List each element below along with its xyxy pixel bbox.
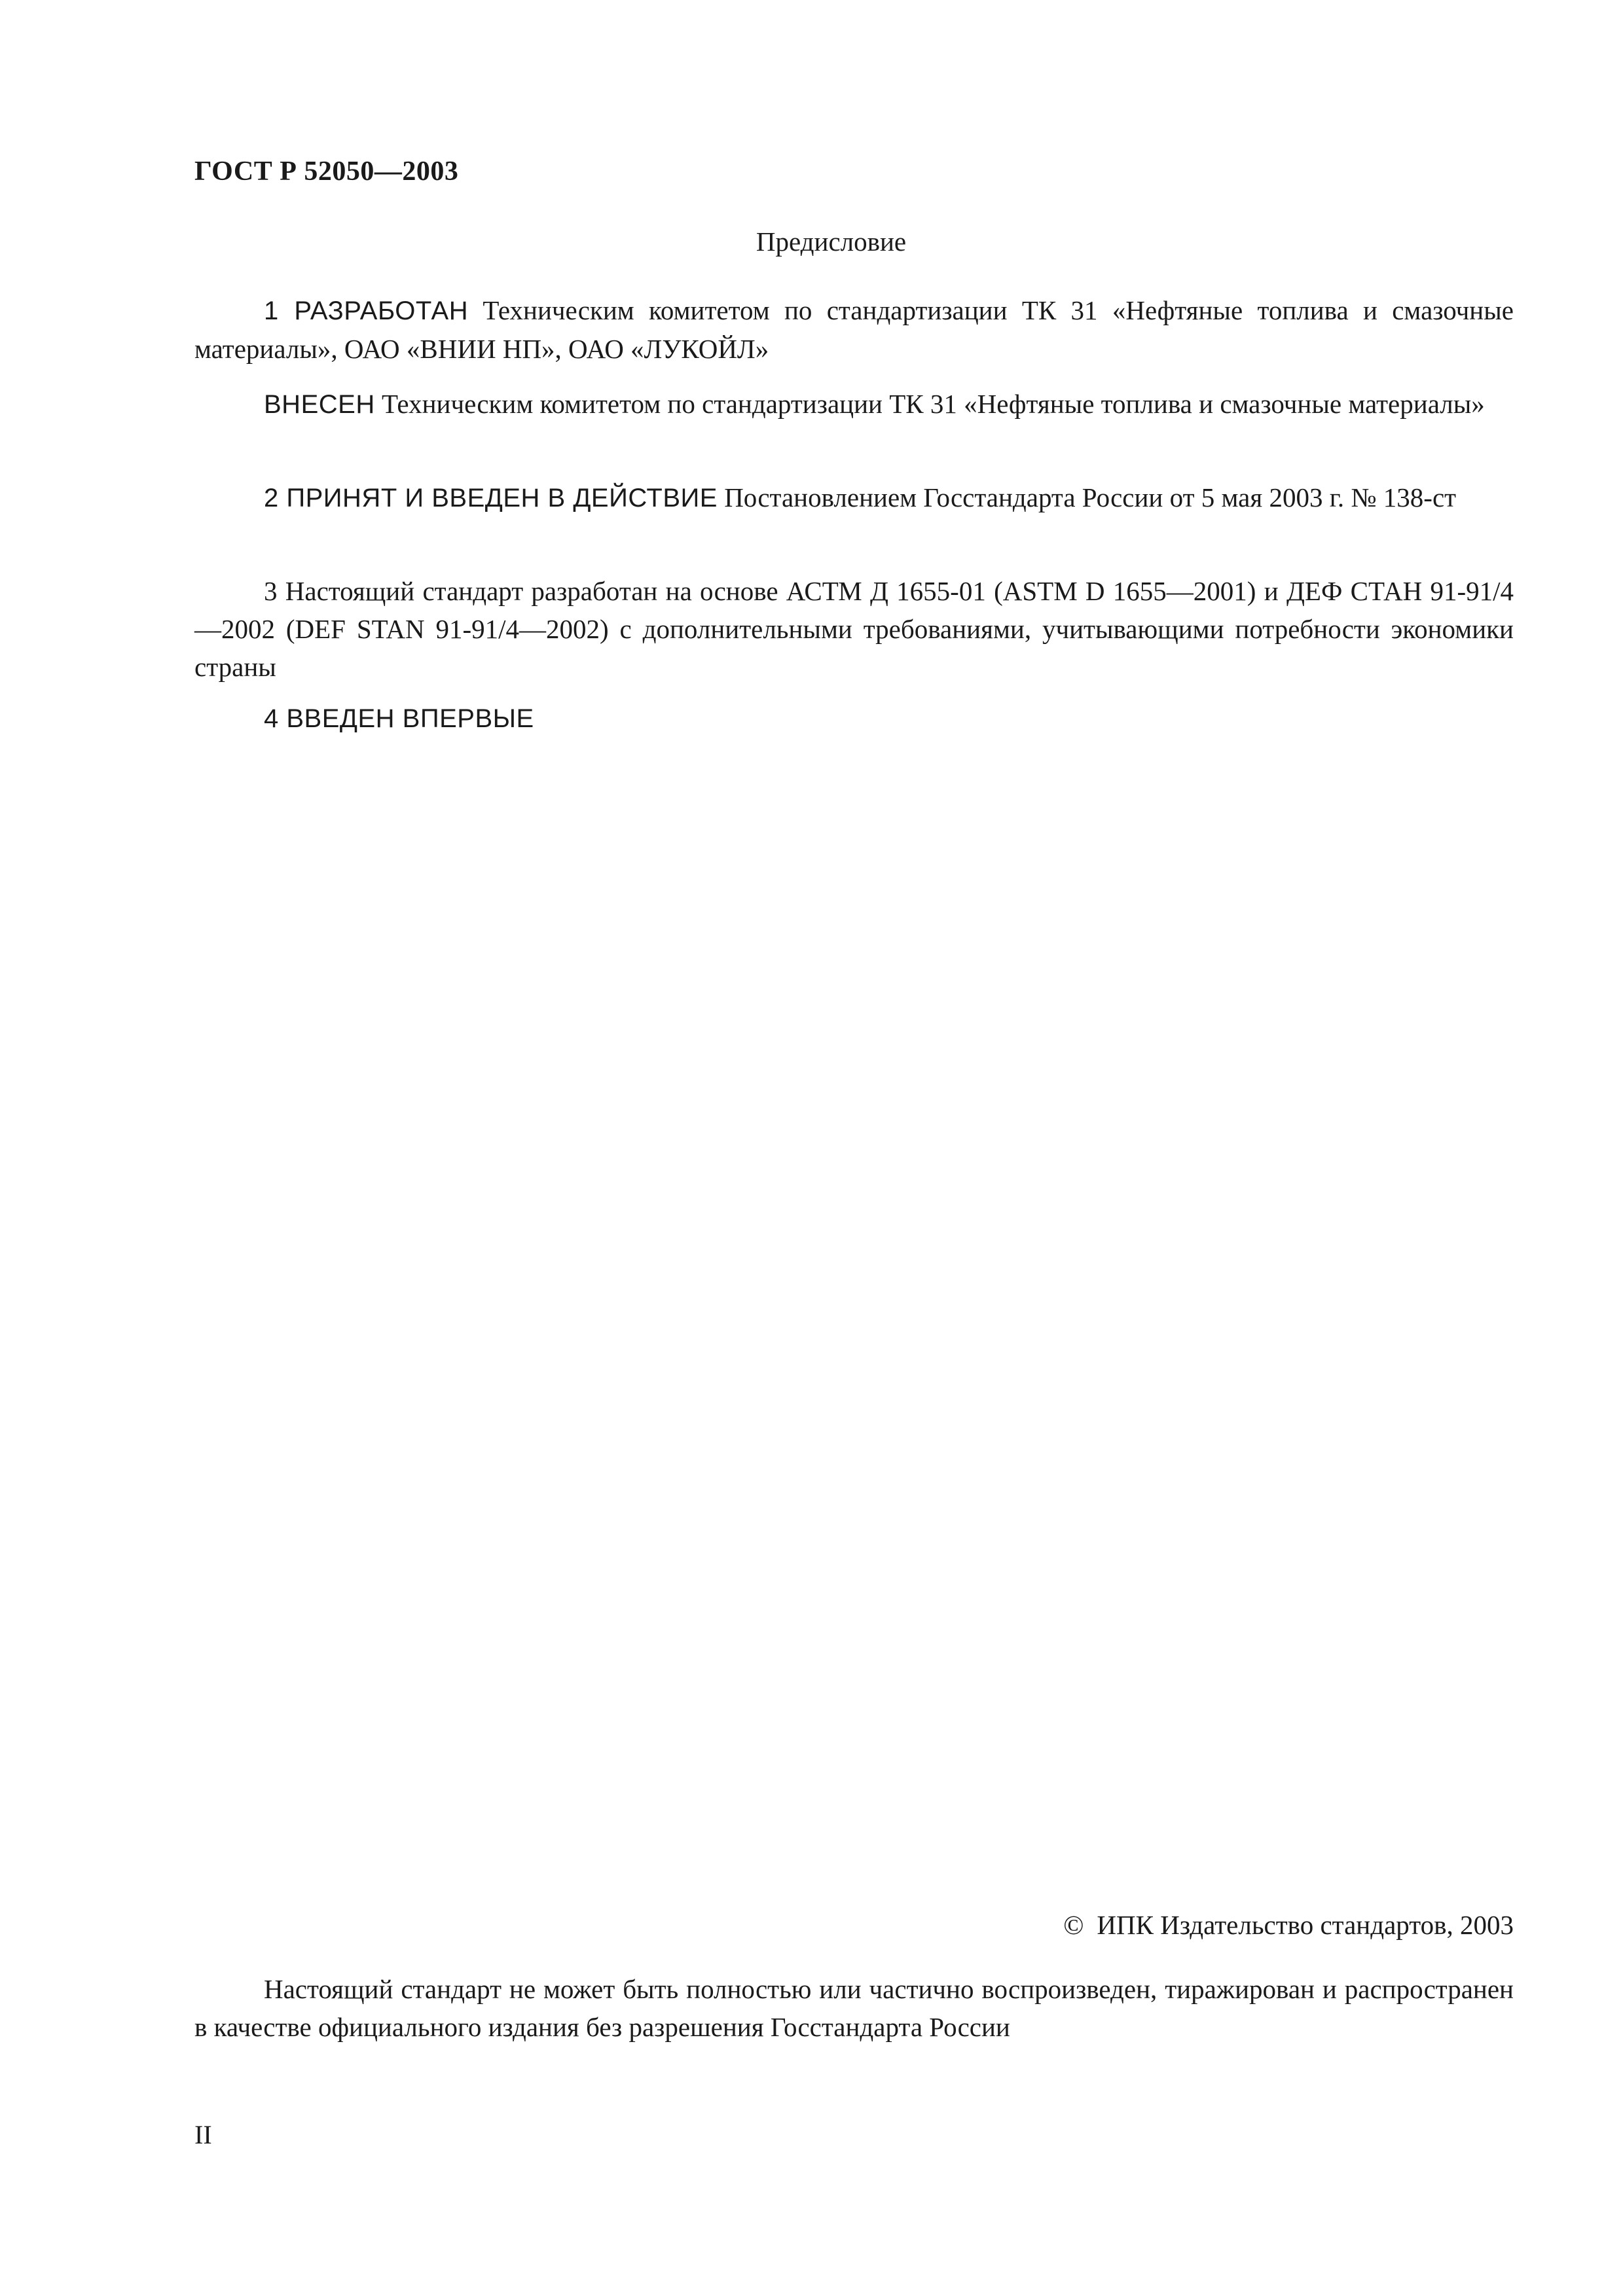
preface-item-introduced-lead: ВНЕСЕН: [264, 390, 375, 419]
reproduction-notice: Настоящий стандарт не может быть полностью или частично воспроизведен, тиражирован и распространен в качестве официального издания без разрешения Госстандарта России: [194, 1974, 1514, 2042]
copyright: [1063, 1909, 1514, 1941]
copyright-text: ИПК Издательство стандартов, 2003: [1097, 1910, 1514, 1940]
preface-item-4: [194, 699, 1514, 738]
preface-item-2: [194, 478, 1514, 517]
preface-item-2-text: Постановлением Госстандарта России от 5 мая 2003 г. № 138-ст: [717, 482, 1457, 512]
preface-item-1: [194, 291, 1514, 368]
preface-item-2-lead: 2 ПРИНЯТ И ВВЕДЕН В ДЕЙСТВИЕ: [264, 484, 718, 512]
copyright-mark: ©: [1063, 1910, 1084, 1940]
preface-item-3-text: 3 Настоящий стандарт разработан на основе АСТМ Д 1655-01 (ASTM D 1655—2001) и ДЕФ СТАН 91-91/4—2002 (DEF STAN 91-91/4—2002) с дополнительными требованиями, учитывающими потребности экономики страны: [194, 576, 1514, 682]
preface-item-introduced-text: Техническим комитетом по стандартизации ТК 31 «Нефтяные топлива и смазочные материалы»: [374, 389, 1485, 419]
preface-item-introduced: [194, 385, 1514, 423]
doc-code: ГОСТ Р 52050—2003: [194, 156, 459, 187]
preface-item-1-lead: 1 РАЗРАБОТАН: [264, 296, 469, 325]
preface-item-1-text: Техническим комитетом по стандартизации ТК 31 «Нефтяные топлива и смазочные материалы», ОАО «ВНИИ НП», ОАО «ЛУКОЙЛ»: [194, 295, 1514, 364]
page-number: II: [194, 2120, 212, 2149]
preface-item-3: [194, 572, 1514, 686]
preface-item-4-lead: 4 ВВЕДЕН ВПЕРВЫЕ: [264, 704, 534, 733]
page-title: Предисловие: [756, 226, 907, 257]
